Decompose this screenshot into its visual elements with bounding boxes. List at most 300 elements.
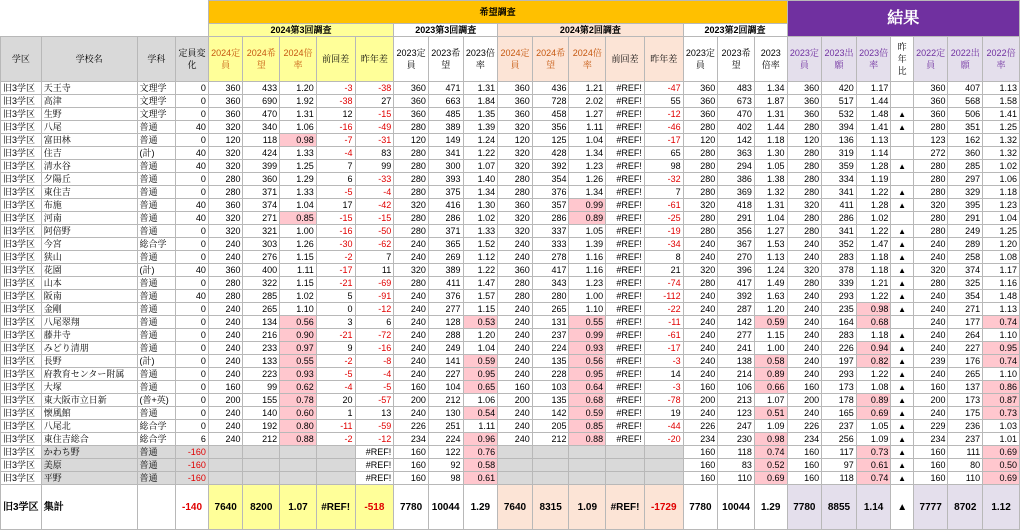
table-cell[interactable]: 160: [787, 446, 822, 459]
table-cell[interactable]: 98: [428, 472, 463, 485]
table-cell[interactable]: 378: [822, 264, 857, 277]
table-cell[interactable]: 0: [176, 277, 209, 290]
table-cell[interactable]: 総合学: [137, 420, 176, 433]
table-cell[interactable]: 291: [718, 212, 755, 225]
table-cell[interactable]: 0: [176, 303, 209, 316]
table-cell[interactable]: 280: [498, 186, 533, 199]
table-cell[interactable]: 1.41: [983, 108, 1020, 121]
school-name-cell[interactable]: 花園: [41, 264, 137, 277]
table-cell[interactable]: 271: [948, 303, 983, 316]
table-cell[interactable]: 690: [243, 95, 280, 108]
table-cell[interactable]: 135: [532, 394, 569, 407]
table-cell[interactable]: 0.93: [569, 342, 606, 355]
table-cell[interactable]: #REF!: [606, 316, 645, 329]
table-cell[interactable]: 417: [718, 277, 755, 290]
table-cell[interactable]: 0.54: [463, 407, 498, 420]
table-cell[interactable]: 0.64: [569, 381, 606, 394]
table-cell[interactable]: 3: [316, 316, 355, 329]
table-cell[interactable]: 1.34: [463, 186, 498, 199]
table-cell[interactable]: 251: [428, 420, 463, 433]
table-cell[interactable]: 1.05: [569, 225, 606, 238]
table-cell[interactable]: 280: [683, 277, 718, 290]
table-cell[interactable]: 160: [913, 472, 948, 485]
table-cell[interactable]: 0.80: [280, 420, 317, 433]
table-cell[interactable]: 339: [822, 277, 857, 290]
school-name-cell[interactable]: 今宮: [41, 238, 137, 251]
table-cell[interactable]: 83: [355, 147, 394, 160]
column-header[interactable]: 2022定員: [913, 37, 948, 82]
table-cell[interactable]: 240: [208, 251, 243, 264]
table-cell[interactable]: 1.40: [463, 173, 498, 186]
table-cell[interactable]: 359: [822, 160, 857, 173]
table-cell[interactable]: 424: [243, 147, 280, 160]
table-cell[interactable]: -15: [355, 108, 394, 121]
table-cell[interactable]: 360: [787, 82, 822, 95]
table-cell[interactable]: 428: [532, 147, 569, 160]
table-cell[interactable]: ▲: [891, 186, 913, 199]
table-cell[interactable]: 92: [428, 459, 463, 472]
table-cell[interactable]: [606, 446, 645, 459]
table-cell[interactable]: 0.88: [280, 433, 317, 446]
table-cell[interactable]: 1.02: [983, 160, 1020, 173]
table-cell[interactable]: 280: [787, 225, 822, 238]
table-cell[interactable]: 1.15: [280, 251, 317, 264]
table-cell[interactable]: 165: [822, 407, 857, 420]
table-cell[interactable]: 240: [683, 355, 718, 368]
table-cell[interactable]: 240: [208, 342, 243, 355]
table-cell[interactable]: ▲: [891, 368, 913, 381]
table-cell[interactable]: 1.20: [463, 329, 498, 342]
table-cell[interactable]: 1.27: [754, 225, 787, 238]
table-cell[interactable]: -4: [316, 147, 355, 160]
table-cell[interactable]: 320: [208, 147, 243, 160]
total-cell[interactable]: -518: [355, 485, 394, 530]
table-cell[interactable]: [569, 459, 606, 472]
table-cell[interactable]: -22: [644, 303, 683, 316]
table-cell[interactable]: 376: [532, 186, 569, 199]
table-cell[interactable]: 0.69: [983, 472, 1020, 485]
table-cell[interactable]: 399: [243, 160, 280, 173]
table-cell[interactable]: #REF!: [606, 394, 645, 407]
table-cell[interactable]: 240: [913, 238, 948, 251]
table-cell[interactable]: 214: [718, 368, 755, 381]
table-cell[interactable]: 200: [394, 394, 429, 407]
table-cell[interactable]: -30: [316, 238, 355, 251]
table-cell[interactable]: 280: [394, 160, 429, 173]
table-cell[interactable]: 0: [176, 251, 209, 264]
table-cell[interactable]: 1.04: [754, 212, 787, 225]
table-cell[interactable]: 320: [208, 160, 243, 173]
table-cell[interactable]: 212: [243, 433, 280, 446]
table-cell[interactable]: 240: [208, 238, 243, 251]
table-cell[interactable]: 1.18: [754, 134, 787, 147]
table-cell[interactable]: 普通: [137, 407, 176, 420]
table-cell[interactable]: 149: [428, 134, 463, 147]
table-cell[interactable]: ▲: [891, 303, 913, 316]
table-cell[interactable]: 418: [718, 199, 755, 212]
table-cell[interactable]: 240: [913, 251, 948, 264]
table-cell[interactable]: 234: [394, 433, 429, 446]
table-cell[interactable]: -16: [355, 342, 394, 355]
school-name-cell[interactable]: 東住吉: [41, 186, 137, 199]
table-cell[interactable]: 0.78: [280, 394, 317, 407]
table-cell[interactable]: [280, 472, 317, 485]
table-cell[interactable]: [532, 459, 569, 472]
column-header[interactable]: 2024希望: [243, 37, 280, 82]
table-cell[interactable]: 240: [394, 316, 429, 329]
table-cell[interactable]: 237: [948, 433, 983, 446]
table-cell[interactable]: 160: [787, 459, 822, 472]
table-cell[interactable]: 0.58: [463, 459, 498, 472]
table-cell[interactable]: 0: [176, 108, 209, 121]
table-cell[interactable]: 240: [394, 342, 429, 355]
table-cell[interactable]: 360: [498, 95, 533, 108]
table-cell[interactable]: (計): [137, 355, 176, 368]
table-cell[interactable]: [316, 472, 355, 485]
table-cell[interactable]: 117: [822, 446, 857, 459]
table-cell[interactable]: ▲: [891, 108, 913, 121]
school-name-cell[interactable]: 生野: [41, 108, 137, 121]
table-cell[interactable]: 0.90: [280, 329, 317, 342]
table-cell[interactable]: #REF!: [606, 147, 645, 160]
table-cell[interactable]: 旧3学区: [1, 199, 42, 212]
table-cell[interactable]: 285: [243, 290, 280, 303]
column-header[interactable]: 2023希望: [718, 37, 755, 82]
table-cell[interactable]: #REF!: [606, 160, 645, 173]
table-cell[interactable]: 283: [822, 329, 857, 342]
table-cell[interactable]: 360: [498, 264, 533, 277]
table-cell[interactable]: [891, 134, 913, 147]
table-cell[interactable]: 0: [176, 407, 209, 420]
table-cell[interactable]: 0: [176, 381, 209, 394]
table-cell[interactable]: #REF!: [606, 368, 645, 381]
table-cell[interactable]: 1.48: [983, 290, 1020, 303]
table-cell[interactable]: 240: [913, 303, 948, 316]
table-cell[interactable]: 0.89: [569, 212, 606, 225]
table-cell[interactable]: 1.08: [856, 381, 891, 394]
table-cell[interactable]: 458: [532, 108, 569, 121]
table-cell[interactable]: 280: [913, 212, 948, 225]
table-cell[interactable]: 104: [428, 381, 463, 394]
table-cell[interactable]: 2.02: [569, 95, 606, 108]
school-name-cell[interactable]: 高津: [41, 95, 137, 108]
table-cell[interactable]: 280: [787, 212, 822, 225]
table-cell[interactable]: 392: [532, 160, 569, 173]
table-cell[interactable]: 280: [498, 277, 533, 290]
table-cell[interactable]: -50: [355, 225, 394, 238]
table-cell[interactable]: 240: [787, 355, 822, 368]
table-cell[interactable]: 8: [644, 251, 683, 264]
table-cell[interactable]: 365: [428, 238, 463, 251]
table-cell[interactable]: 360: [683, 108, 718, 121]
table-cell[interactable]: 1.20: [754, 303, 787, 316]
table-cell[interactable]: #REF!: [606, 433, 645, 446]
table-cell[interactable]: 200: [913, 394, 948, 407]
table-cell[interactable]: ▲: [891, 160, 913, 173]
table-cell[interactable]: 1.26: [569, 173, 606, 186]
table-cell[interactable]: 286: [428, 212, 463, 225]
table-cell[interactable]: 249: [428, 342, 463, 355]
table-cell[interactable]: ▲: [891, 381, 913, 394]
table-cell[interactable]: 240: [787, 303, 822, 316]
table-cell[interactable]: 334: [822, 173, 857, 186]
table-cell[interactable]: -2: [316, 251, 355, 264]
table-cell[interactable]: 普通: [137, 225, 176, 238]
table-cell[interactable]: 1.18: [856, 251, 891, 264]
table-cell[interactable]: 329: [948, 186, 983, 199]
table-cell[interactable]: 0.52: [754, 459, 787, 472]
table-cell[interactable]: 1.27: [569, 108, 606, 121]
table-cell[interactable]: 320: [498, 212, 533, 225]
table-cell[interactable]: 1.84: [463, 95, 498, 108]
table-cell[interactable]: 1.02: [280, 290, 317, 303]
table-cell[interactable]: 1.41: [856, 121, 891, 134]
school-name-cell[interactable]: 富田林: [41, 134, 137, 147]
table-cell[interactable]: 160: [394, 472, 429, 485]
table-cell[interactable]: 240: [394, 355, 429, 368]
table-cell[interactable]: 360: [208, 264, 243, 277]
column-header[interactable]: 2023倍率: [856, 37, 891, 82]
total-cell[interactable]: 集計: [41, 485, 137, 530]
total-cell[interactable]: 1.12: [983, 485, 1020, 530]
table-cell[interactable]: (計): [137, 264, 176, 277]
table-cell[interactable]: 普通: [137, 134, 176, 147]
table-cell[interactable]: 0.62: [280, 381, 317, 394]
table-cell[interactable]: 240: [913, 368, 948, 381]
table-cell[interactable]: 旧3学区: [1, 290, 42, 303]
table-cell[interactable]: 0.93: [280, 368, 317, 381]
table-cell[interactable]: 9: [316, 342, 355, 355]
table-cell[interactable]: 0: [176, 355, 209, 368]
table-cell[interactable]: 133: [243, 355, 280, 368]
table-cell[interactable]: 343: [532, 277, 569, 290]
column-header[interactable]: 前回差: [606, 37, 645, 82]
table-cell[interactable]: [891, 316, 913, 329]
table-cell[interactable]: -44: [644, 420, 683, 433]
table-cell[interactable]: 155: [243, 394, 280, 407]
table-cell[interactable]: 293: [822, 368, 857, 381]
table-cell[interactable]: 320: [913, 264, 948, 277]
table-cell[interactable]: -160: [176, 472, 209, 485]
table-cell[interactable]: 0.99: [569, 199, 606, 212]
table-cell[interactable]: 118: [718, 446, 755, 459]
table-cell[interactable]: 240: [394, 368, 429, 381]
table-cell[interactable]: -3: [644, 381, 683, 394]
table-cell[interactable]: 240: [498, 355, 533, 368]
table-cell[interactable]: 1.44: [856, 95, 891, 108]
table-cell[interactable]: 1.26: [280, 238, 317, 251]
table-cell[interactable]: 旧3学区: [1, 329, 42, 342]
table-cell[interactable]: 371: [243, 186, 280, 199]
table-cell[interactable]: 400: [243, 264, 280, 277]
table-cell[interactable]: 11: [355, 264, 394, 277]
table-cell[interactable]: [498, 446, 533, 459]
table-cell[interactable]: 240: [498, 368, 533, 381]
table-cell[interactable]: 389: [428, 121, 463, 134]
table-cell[interactable]: 294: [718, 160, 755, 173]
table-cell[interactable]: 395: [948, 199, 983, 212]
table-cell[interactable]: 280: [394, 147, 429, 160]
table-cell[interactable]: 1.11: [280, 264, 317, 277]
table-cell[interactable]: 138: [718, 355, 755, 368]
table-cell[interactable]: 普通: [137, 472, 176, 485]
school-name-cell[interactable]: 阪南: [41, 290, 137, 303]
table-cell[interactable]: 226: [394, 420, 429, 433]
table-cell[interactable]: 356: [718, 225, 755, 238]
school-name-cell[interactable]: 東住吉総合: [41, 433, 137, 446]
total-cell[interactable]: 7777: [913, 485, 948, 530]
table-cell[interactable]: 110: [718, 472, 755, 485]
table-cell[interactable]: 13: [355, 407, 394, 420]
table-cell[interactable]: #REF!: [606, 238, 645, 251]
table-cell[interactable]: 1.23: [569, 277, 606, 290]
table-cell[interactable]: 337: [532, 225, 569, 238]
table-cell[interactable]: 280: [394, 173, 429, 186]
table-cell[interactable]: 0: [176, 238, 209, 251]
table-cell[interactable]: -4: [355, 186, 394, 199]
table-cell[interactable]: 280: [683, 186, 718, 199]
table-cell[interactable]: #REF!: [606, 355, 645, 368]
table-cell[interactable]: 0.98: [280, 134, 317, 147]
table-cell[interactable]: 123: [718, 407, 755, 420]
table-cell[interactable]: 旧3学区: [1, 394, 42, 407]
table-cell[interactable]: 223: [243, 368, 280, 381]
table-cell[interactable]: #REF!: [606, 199, 645, 212]
table-cell[interactable]: 322: [243, 277, 280, 290]
total-cell[interactable]: 8200: [243, 485, 280, 530]
table-cell[interactable]: 旧3学区: [1, 108, 42, 121]
table-cell[interactable]: 120: [787, 134, 822, 147]
table-cell[interactable]: 120: [394, 134, 429, 147]
table-cell[interactable]: 40: [176, 121, 209, 134]
table-cell[interactable]: 240: [208, 407, 243, 420]
table-cell[interactable]: [891, 147, 913, 160]
table-cell[interactable]: 1.53: [754, 238, 787, 251]
table-cell[interactable]: 1.35: [463, 108, 498, 121]
table-cell[interactable]: 1.06: [983, 173, 1020, 186]
table-cell[interactable]: 普通: [137, 199, 176, 212]
table-cell[interactable]: 213: [718, 394, 755, 407]
table-cell[interactable]: -57: [355, 394, 394, 407]
school-name-cell[interactable]: 河南: [41, 212, 137, 225]
table-cell[interactable]: 407: [948, 82, 983, 95]
school-name-cell[interactable]: 八尾翠翔: [41, 316, 137, 329]
table-cell[interactable]: 280: [394, 212, 429, 225]
table-cell[interactable]: 19: [644, 407, 683, 420]
table-cell[interactable]: 1.28: [856, 199, 891, 212]
table-cell[interactable]: 239: [913, 355, 948, 368]
school-name-cell[interactable]: 山本: [41, 277, 137, 290]
table-cell[interactable]: 285: [948, 160, 983, 173]
table-cell[interactable]: 0: [176, 95, 209, 108]
table-cell[interactable]: 普通: [137, 368, 176, 381]
table-cell[interactable]: [532, 446, 569, 459]
table-cell[interactable]: 136: [822, 134, 857, 147]
table-cell[interactable]: 0.59: [569, 407, 606, 420]
school-name-cell[interactable]: 阿倍野: [41, 225, 137, 238]
table-cell[interactable]: 0.50: [983, 459, 1020, 472]
total-cell[interactable]: 7640: [208, 485, 243, 530]
table-cell[interactable]: 240: [683, 251, 718, 264]
table-cell[interactable]: 1.18: [856, 329, 891, 342]
table-cell[interactable]: #REF!: [606, 95, 645, 108]
total-cell[interactable]: 1.07: [280, 485, 317, 530]
table-cell[interactable]: 5: [316, 290, 355, 303]
table-cell[interactable]: 160: [683, 472, 718, 485]
table-cell[interactable]: 237: [532, 329, 569, 342]
table-cell[interactable]: #REF!: [606, 134, 645, 147]
table-cell[interactable]: 663: [428, 95, 463, 108]
table-cell[interactable]: 374: [243, 199, 280, 212]
table-cell[interactable]: 240: [913, 316, 948, 329]
table-cell[interactable]: 226: [822, 342, 857, 355]
table-cell[interactable]: [569, 472, 606, 485]
table-cell[interactable]: 120: [208, 134, 243, 147]
table-cell[interactable]: 341: [428, 147, 463, 160]
table-cell[interactable]: 1.33: [463, 225, 498, 238]
table-cell[interactable]: 375: [428, 186, 463, 199]
table-cell[interactable]: 0: [176, 394, 209, 407]
table-cell[interactable]: #REF!: [606, 186, 645, 199]
table-cell[interactable]: 20: [316, 394, 355, 407]
table-cell[interactable]: 287: [718, 303, 755, 316]
table-cell[interactable]: 122: [428, 446, 463, 459]
table-cell[interactable]: 240: [208, 329, 243, 342]
table-cell[interactable]: 289: [948, 238, 983, 251]
table-cell[interactable]: 240: [394, 290, 429, 303]
table-cell[interactable]: 393: [428, 173, 463, 186]
table-cell[interactable]: 99: [355, 160, 394, 173]
total-cell[interactable]: 10044: [428, 485, 463, 530]
table-cell[interactable]: 普通: [137, 121, 176, 134]
table-cell[interactable]: 200: [683, 394, 718, 407]
table-cell[interactable]: [208, 459, 243, 472]
table-cell[interactable]: 旧3学区: [1, 251, 42, 264]
table-cell[interactable]: 1.17: [856, 82, 891, 95]
column-header[interactable]: 2023出願: [822, 37, 857, 82]
table-cell[interactable]: -5: [316, 368, 355, 381]
table-cell[interactable]: 1.01: [983, 433, 1020, 446]
table-cell[interactable]: 240: [787, 342, 822, 355]
table-cell[interactable]: 320: [913, 199, 948, 212]
table-cell[interactable]: 118: [243, 134, 280, 147]
table-cell[interactable]: 371: [428, 225, 463, 238]
table-cell[interactable]: -4: [355, 368, 394, 381]
table-cell[interactable]: 376: [428, 290, 463, 303]
table-cell[interactable]: 280: [787, 277, 822, 290]
table-cell[interactable]: 1.32: [754, 186, 787, 199]
table-cell[interactable]: 40: [176, 212, 209, 225]
table-cell[interactable]: -16: [316, 225, 355, 238]
table-cell[interactable]: 0.99: [569, 329, 606, 342]
table-cell[interactable]: -8: [355, 355, 394, 368]
table-cell[interactable]: -5: [355, 381, 394, 394]
table-cell[interactable]: [243, 459, 280, 472]
table-cell[interactable]: 98: [644, 160, 683, 173]
table-cell[interactable]: 178: [822, 394, 857, 407]
table-cell[interactable]: 137: [948, 381, 983, 394]
table-cell[interactable]: 272: [913, 147, 948, 160]
table-cell[interactable]: 7: [316, 160, 355, 173]
table-cell[interactable]: #REF!: [606, 407, 645, 420]
table-cell[interactable]: 118: [822, 472, 857, 485]
table-cell[interactable]: 216: [243, 329, 280, 342]
table-cell[interactable]: 0.95: [463, 368, 498, 381]
table-cell[interactable]: 1.21: [856, 277, 891, 290]
table-cell[interactable]: 0: [176, 342, 209, 355]
table-cell[interactable]: [243, 446, 280, 459]
table-cell[interactable]: #REF!: [606, 82, 645, 95]
